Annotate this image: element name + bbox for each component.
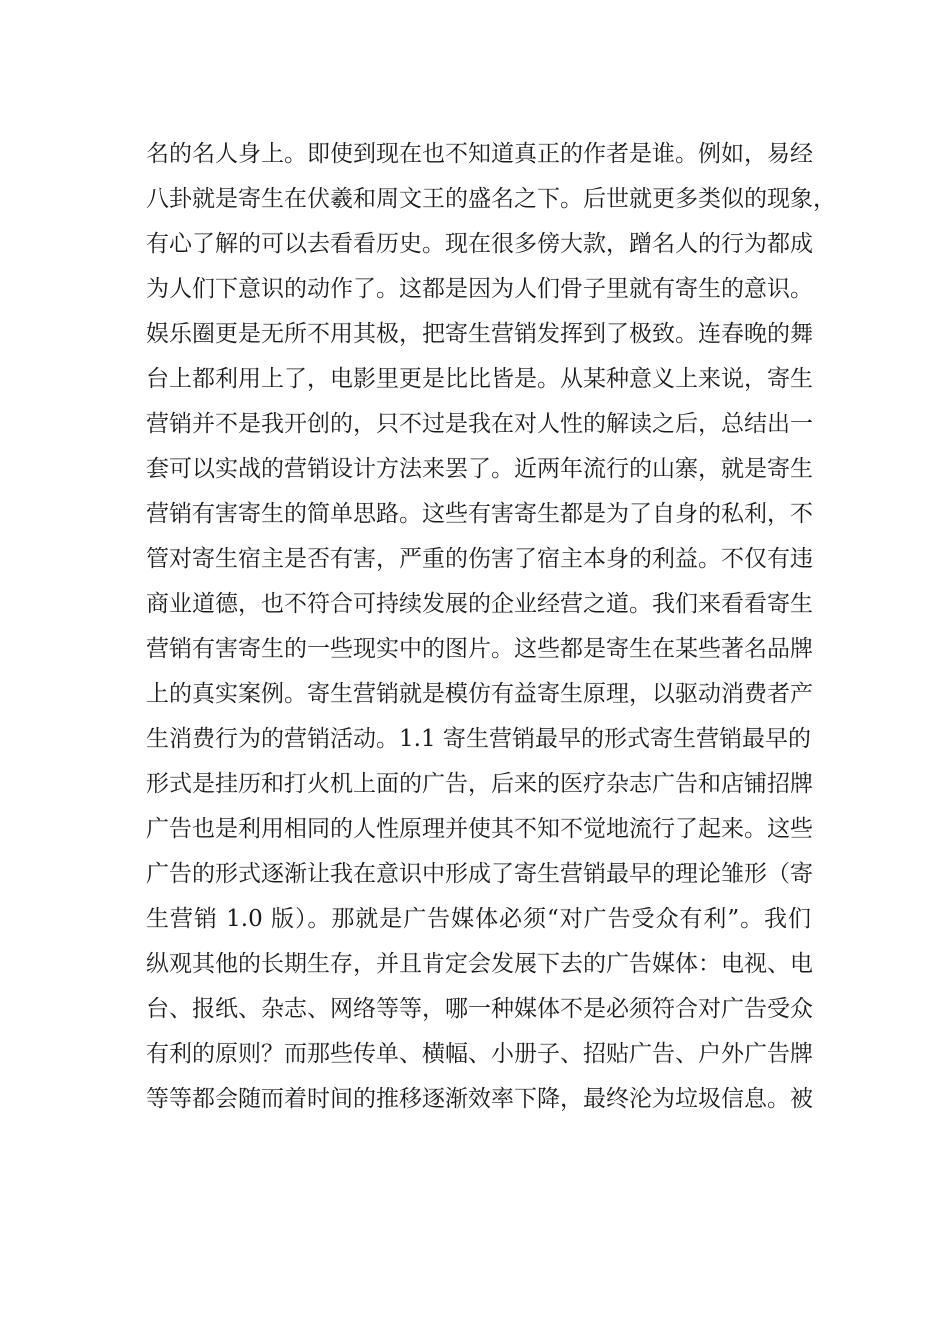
text-line: 广告也是利用相同的人性原理并使其不知不觉地流行了起来。这些	[146, 816, 813, 842]
text-line: 有心了解的可以去看看历史。现在很多傍大款，蹭名人的行为都成	[146, 231, 813, 257]
text-line: 名的名人身上。即使到现在也不知道真正的作者是谁。例如，易经	[146, 141, 813, 167]
text-line: 八卦就是寄生在伏羲和周文王的盛名之下。后世就更多类似的现象，	[146, 186, 836, 212]
text-line: 娱乐圈更是无所不用其极，把寄生营销发挥到了极致。连春晚的舞	[146, 321, 813, 347]
text-line: 生营销 1.0 版）。那就是广告媒体必须“对广告受众有利”。我们	[146, 906, 811, 932]
text-line: 生消费行为的营销活动。1.1 寄生营销最早的形式寄生营销最早的	[146, 726, 811, 752]
text-line: 上的真实案例。寄生营销就是模仿有益寄生原理，以驱动消费者产	[146, 681, 813, 707]
text-line: 形式是挂历和打火机上面的广告，后来的医疗杂志广告和店铺招牌	[146, 771, 813, 797]
text-line: 广告的形式逐渐让我在意识中形成了寄生营销最早的理论雏形（寄	[146, 861, 813, 887]
text-line: 管对寄生宿主是否有害，严重的伤害了宿主本身的利益。不仅有违	[146, 546, 813, 572]
text-line: 营销有害寄生的简单思路。这些有害寄生都是为了自身的私利，不	[146, 501, 813, 527]
text-line: 有利的原则？而那些传单、横幅、小册子、招贴广告、户外广告牌	[146, 1041, 813, 1067]
text-line: 等等都会随而着时间的推移逐渐效率下降，最终沦为垃圾信息。被	[146, 1086, 813, 1112]
text-line: 为人们下意识的动作了。这都是因为人们骨子里就有寄生的意识。	[146, 276, 813, 302]
text-line: 营销有害寄生的一些现实中的图片。这些都是寄生在某些著名品牌	[146, 636, 813, 662]
text-line: 台、报纸、杂志、网络等等，哪一种媒体不是必须符合对广告受众	[146, 996, 813, 1022]
text-line: 纵观其他的长期生存，并且肯定会发展下去的广告媒体：电视、电	[146, 951, 813, 977]
text-line: 套可以实战的营销设计方法来罢了。近两年流行的山寨，就是寄生	[146, 456, 813, 482]
body-text	[146, 132, 836, 1122]
text-line: 商业道德，也不符合可持续发展的企业经营之道。我们来看看寄生	[146, 591, 813, 617]
text-line: 台上都利用上了，电影里更是比比皆是。从某种意义上来说，寄生	[146, 366, 813, 392]
text-line: 营销并不是我开创的，只不过是我在对人性的解读之后，总结出一	[146, 411, 813, 437]
